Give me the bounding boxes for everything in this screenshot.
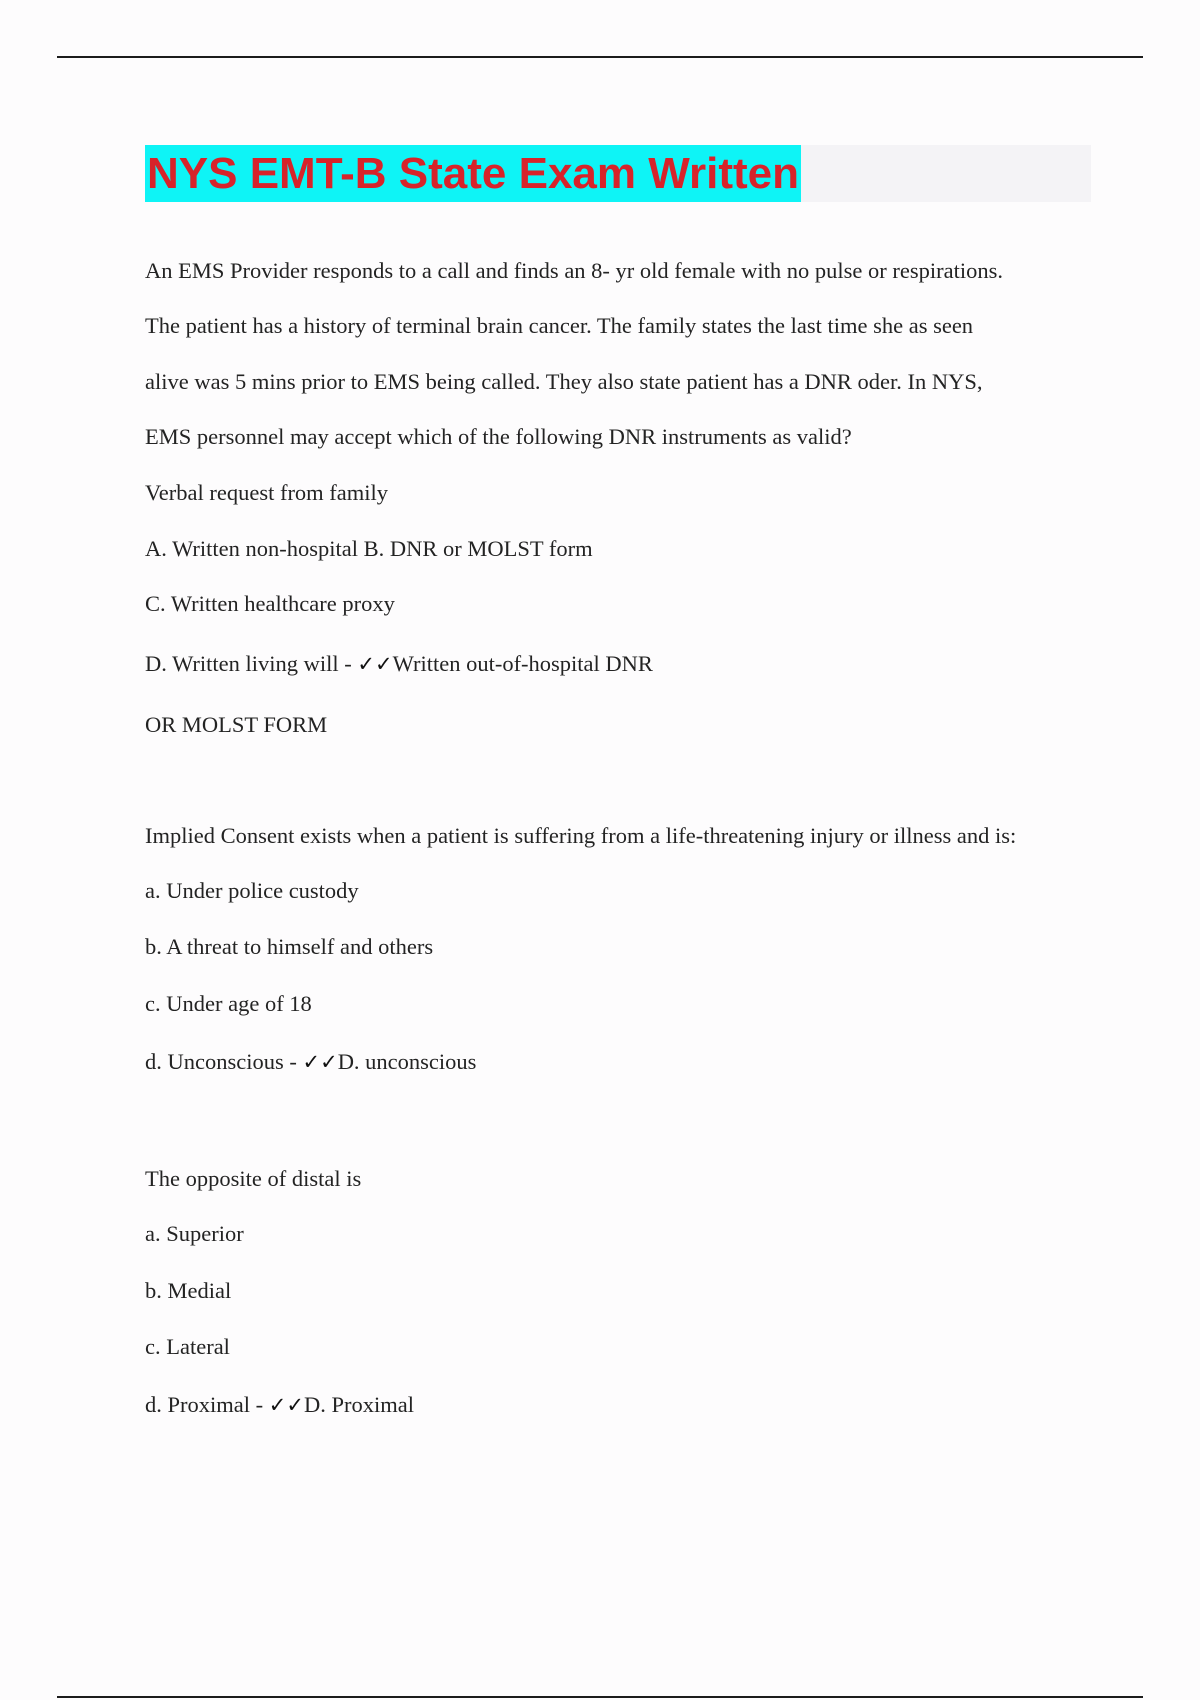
page-title: NYS EMT-B State Exam Written [145, 145, 801, 202]
top-rule [57, 56, 1143, 58]
question-3-answer: D. Proximal [303, 1392, 414, 1417]
question-1-stem-line-3: alive was 5 mins prior to EMS being called. They also state patient has a DNR oder. In NYS, [145, 369, 983, 394]
question-3-stem-line-1: The opposite of distal is [145, 1166, 362, 1191]
question-2-option-4-text: d. Unconscious - [145, 1049, 303, 1074]
check-mark-icon: ✓✓ [268, 1393, 304, 1417]
question-2-answer: D. unconscious [337, 1049, 477, 1074]
question-1-option-4-text: D. Written living will - [145, 651, 358, 676]
question-1-stem-line-4: EMS personnel may accept which of the following DNR instruments as valid? [145, 424, 852, 449]
question-3-option-2: b. Medial [145, 1278, 232, 1303]
bottom-rule [57, 1696, 1143, 1698]
check-mark-icon: ✓✓ [302, 1050, 338, 1074]
question-2-option-4 [145, 1048, 476, 1076]
question-2-option-3: c. Under age of 18 [145, 991, 312, 1016]
question-1-answer-continuation: OR MOLST FORM [145, 712, 328, 737]
question-1-option-3: C. Written healthcare proxy [145, 591, 395, 616]
question-3-option-3: c. Lateral [145, 1334, 230, 1359]
question-1-option-2: A. Written non-hospital B. DNR or MOLST form [145, 536, 593, 561]
question-2-stem-line-1: Implied Consent exists when a patient is suffering from a life-threatening injury or illness and is: [145, 823, 1017, 848]
question-2-option-2: b. A threat to himself and others [145, 934, 434, 959]
check-mark-icon: ✓✓ [357, 652, 393, 676]
question-1-answer: Written out-of-hospital DNR [392, 651, 653, 676]
question-3-option-4 [145, 1391, 414, 1419]
question-1-stem-line-2: The patient has a history of terminal brain cancer. The family states the last time she as seen [145, 313, 974, 338]
question-1-stem-line-1: An EMS Provider responds to a call and finds an 8- yr old female with no pulse or respirations. [145, 258, 1003, 283]
question-1-option-4 [145, 650, 653, 678]
question-3-option-1: a. Superior [145, 1221, 244, 1246]
question-1-option-1: Verbal request from family [145, 480, 389, 505]
question-3-option-4-text: d. Proximal - [145, 1392, 269, 1417]
question-2-option-1: a. Under police custody [145, 878, 359, 903]
